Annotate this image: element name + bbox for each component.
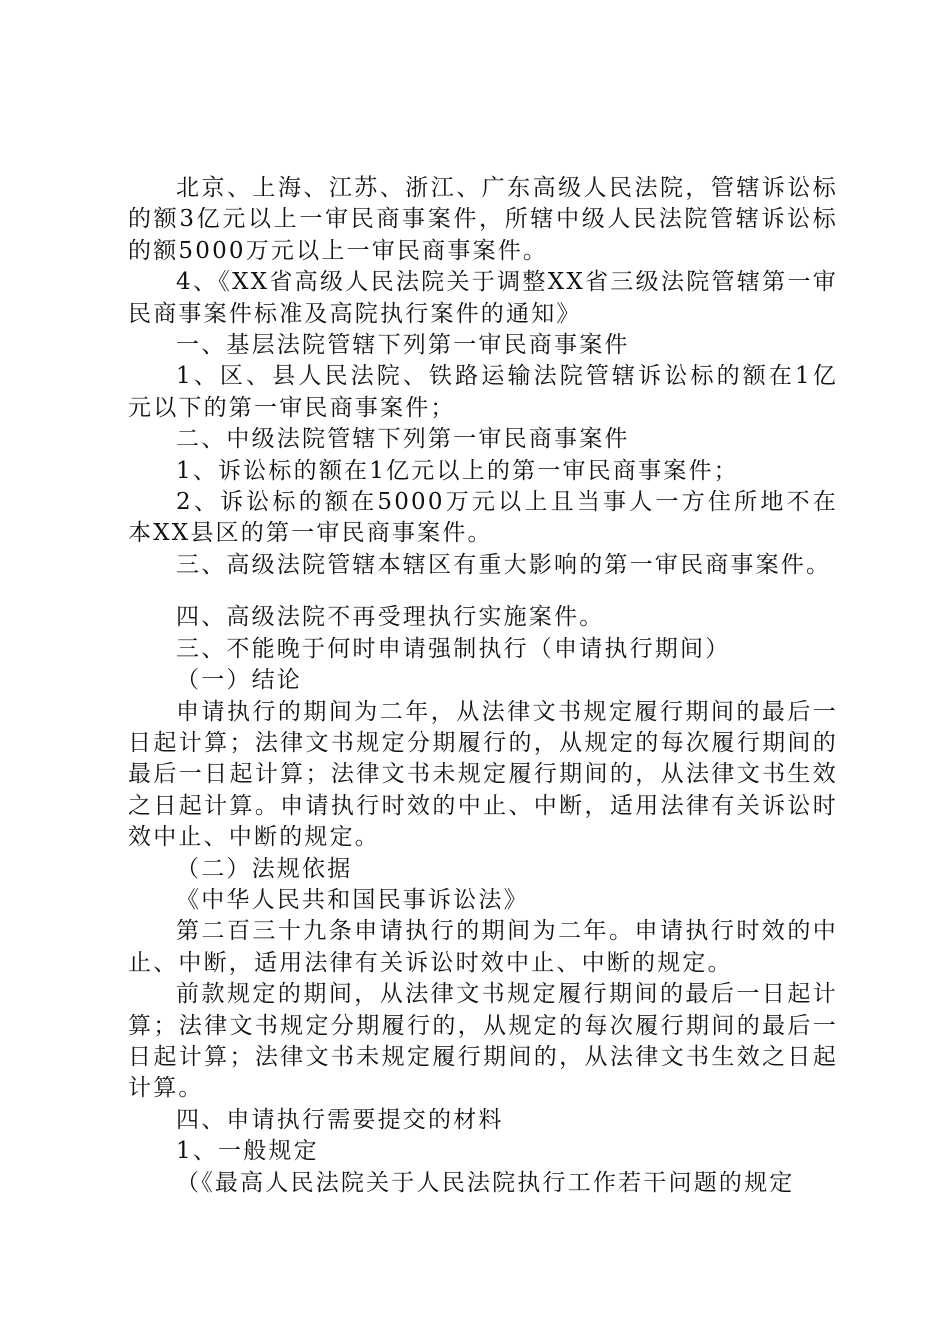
paragraph-16: 前款规定的期间，从法律文书规定履行期间的最后一日起计算；法律文书规定分期履行的，从规定的每次履行期间的最后一日起计算；法律文书未规定履行期间的，从法律文书生效之日起计算。 — [128, 981, 838, 1102]
paragraph-18: 1、一般规定 — [176, 1138, 319, 1165]
paragraph-4: 1、区、县人民法院、铁路运输法院管辖诉讼标的额在1亿元以下的第一审民商事案件； — [128, 363, 838, 421]
paragraph-1: 北京、上海、江苏、浙江、广东高级人民法院，管辖诉讼标的额3亿元以上一审民商事案件，所辖中级人民法院管辖诉讼标的额5000万元以上一审民商事案件。 — [128, 175, 838, 264]
paragraph-13: （二）法规依据 — [176, 855, 353, 882]
paragraph-17: 四、申请执行需要提交的材料 — [176, 1106, 504, 1133]
paragraph-19: （《最高人民法院关于人民法院执行工作若干问题的规定 — [176, 1169, 795, 1196]
paragraph-12: 申请执行的期间为二年，从法律文书规定履行期间的最后一日起计算；法律文书规定分期履行的，从规定的每次履行期间的最后一日起计算；法律文书未规定履行期间的，从法律文书生效之日起计算。申请执行时效的中止、中断，适用法律有关诉讼时效中止、中断的规定。 — [128, 698, 838, 851]
paragraph-8: 三、高级法院管辖本辖区有重大影响的第一审民商事案件。 — [176, 551, 832, 578]
paragraph-5: 二、中级法院管辖下列第一审民商事案件 — [176, 426, 630, 453]
paragraph-14: 《中华人民共和国民事诉讼法》 — [176, 886, 529, 913]
paragraph-10: 三、不能晚于何时申请强制执行（申请执行期间） — [176, 635, 731, 662]
paragraph-9: 四、高级法院不再受理执行实施案件。 — [176, 604, 605, 631]
paragraph-3: 一、基层法院管辖下列第一审民商事案件 — [176, 332, 630, 359]
document-body — [128, 173, 838, 1199]
paragraph-2: 4、《XX省高级人民法院关于调整XX省三级法院管辖第一审民商事案件标准及高院执行案件的通知》 — [128, 269, 838, 327]
paragraph-11: （一）结论 — [176, 667, 302, 694]
paragraph-15: 第二百三十九条申请执行的期间为二年。申请执行时效的中止、中断，适用法律有关诉讼时效中止、中断的规定。 — [128, 918, 838, 976]
paragraph-7: 2、诉讼标的额在5000万元以上且当事人一方住所地不在本XX县区的第一审民商事案件。 — [128, 489, 838, 547]
paragraph-6: 1、诉讼标的额在1亿元以上的第一审民商事案件； — [176, 457, 739, 484]
